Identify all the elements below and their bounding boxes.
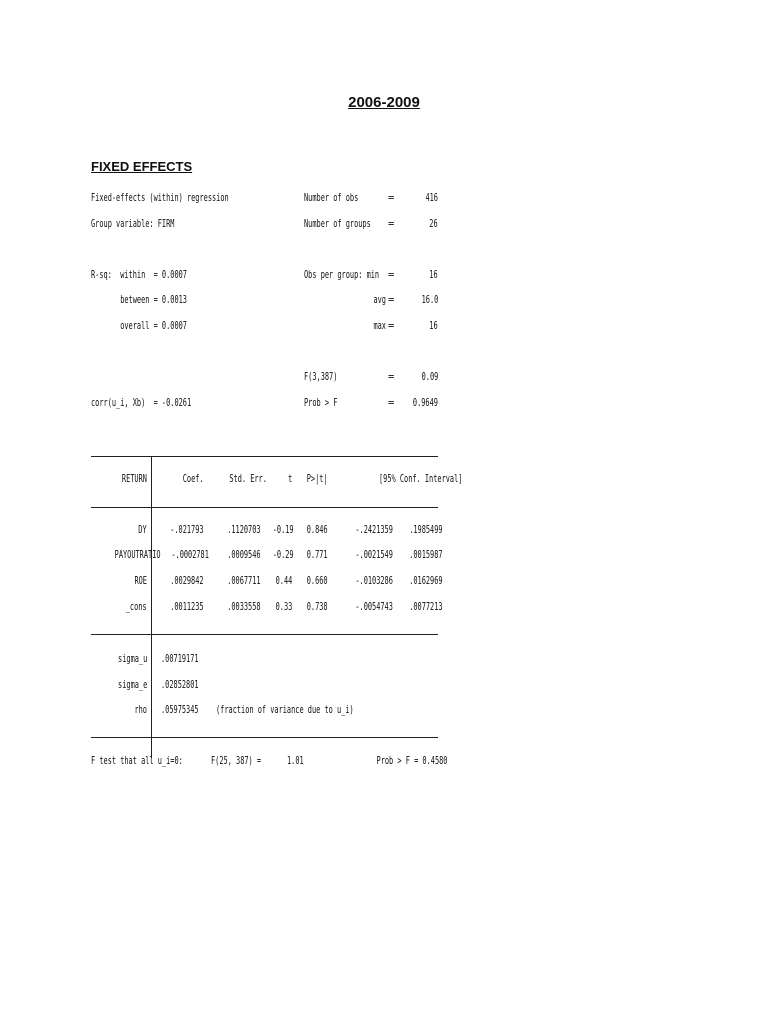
equals-sign: = bbox=[388, 294, 395, 306]
equals-sign: = bbox=[388, 192, 395, 204]
t-cell: 0.33 bbox=[275, 601, 292, 613]
column-header: P>|t| bbox=[307, 473, 328, 485]
page-title: 2006-2009 bbox=[348, 94, 420, 111]
f-test-label: F test that all u_i=0: bbox=[91, 755, 183, 767]
p-cell: 0.738 bbox=[307, 601, 328, 613]
header-left-line: corr(u_i, Xb) = -0.0261 bbox=[91, 397, 192, 409]
equals-sign: = bbox=[388, 371, 395, 383]
column-header: Coef. bbox=[183, 473, 204, 485]
section-heading: FIXED EFFECTS bbox=[91, 159, 193, 174]
sigma-value: .05975345 bbox=[161, 704, 199, 716]
stat-value: 0.09 bbox=[421, 371, 438, 383]
coef-cell: .0011235 bbox=[170, 601, 204, 613]
ci-low-cell: -.2421359 bbox=[355, 524, 393, 536]
header-left-line: R-sq: within = 0.0007 bbox=[91, 269, 187, 281]
header-left-line: overall = 0.0007 bbox=[91, 320, 187, 332]
row-variable: rho bbox=[134, 704, 147, 716]
f-test-stat: F(25, 387) = bbox=[211, 755, 262, 767]
t-cell: 0.44 bbox=[275, 575, 292, 587]
equals-sign: = bbox=[388, 269, 395, 281]
row-variable: ROE bbox=[134, 575, 147, 587]
equals-sign: = bbox=[388, 218, 395, 230]
equals-sign: = bbox=[388, 320, 395, 332]
stat-label: Number of obs bbox=[304, 192, 359, 204]
t-cell: -0.19 bbox=[272, 524, 294, 536]
stat-value: 0.9649 bbox=[412, 397, 438, 409]
row-variable: PAYOUTRATIO bbox=[114, 549, 161, 561]
p-cell: 0.846 bbox=[307, 524, 328, 536]
sigma-value: .00719171 bbox=[161, 653, 199, 665]
stat-label: avg bbox=[373, 294, 386, 306]
row-variable: sigma_e bbox=[117, 679, 147, 691]
row-variable: _cons bbox=[126, 601, 147, 613]
column-header: [95% Conf. Interval] bbox=[378, 473, 463, 485]
ci-high-cell: .0162969 bbox=[409, 575, 443, 587]
coef-cell: -.021793 bbox=[170, 524, 204, 536]
stat-label: max bbox=[373, 320, 386, 332]
column-header: Std. Err. bbox=[229, 473, 267, 485]
stat-value: 416 bbox=[425, 192, 438, 204]
se-cell: .0009546 bbox=[227, 549, 261, 561]
ci-low-cell: -.0103286 bbox=[355, 575, 393, 587]
stat-value: 16.0 bbox=[421, 294, 438, 306]
table-rule bbox=[91, 456, 438, 457]
stat-value: 16 bbox=[429, 320, 438, 332]
stat-label: F(3,387) bbox=[304, 371, 338, 383]
equals-sign: = bbox=[388, 397, 395, 409]
coef-cell: -.0002781 bbox=[171, 549, 209, 561]
stat-label: Prob > F bbox=[304, 397, 338, 409]
ci-high-cell: .0077213 bbox=[409, 601, 443, 613]
row-variable: sigma_u bbox=[117, 653, 147, 665]
ci-high-cell: .1985499 bbox=[409, 524, 443, 536]
se-cell: .1120703 bbox=[227, 524, 261, 536]
table-rule bbox=[91, 507, 438, 508]
stat-label: Obs per group: min bbox=[304, 269, 380, 281]
f-test-value: 1.01 bbox=[287, 755, 304, 767]
stat-value: 16 bbox=[429, 269, 438, 281]
se-cell: .0067711 bbox=[227, 575, 261, 587]
p-cell: 0.660 bbox=[307, 575, 328, 587]
header-left-line: Group variable: FIRM bbox=[91, 218, 175, 230]
ci-high-cell: .0015987 bbox=[409, 549, 443, 561]
table-rule bbox=[91, 634, 438, 635]
sigma-note: (fraction of variance due to u_i) bbox=[216, 704, 354, 716]
t-cell: -0.29 bbox=[272, 549, 294, 561]
ci-low-cell: -.0054743 bbox=[355, 601, 393, 613]
column-header: RETURN bbox=[121, 473, 147, 485]
ci-low-cell: -.0021549 bbox=[355, 549, 393, 561]
header-left-line: between = 0.0013 bbox=[91, 294, 187, 306]
row-variable: DY bbox=[138, 524, 147, 536]
coef-cell: .0029842 bbox=[170, 575, 204, 587]
stat-label: Number of groups bbox=[304, 218, 371, 230]
f-test-prob: Prob > F = 0.4580 bbox=[376, 755, 448, 767]
column-header: t bbox=[287, 473, 292, 485]
sigma-value: .02852801 bbox=[161, 679, 199, 691]
se-cell: .0033558 bbox=[227, 601, 261, 613]
header-left-line: Fixed-effects (within) regression bbox=[91, 192, 229, 204]
p-cell: 0.771 bbox=[307, 549, 328, 561]
table-rule bbox=[91, 737, 438, 738]
stat-value: 26 bbox=[429, 218, 438, 230]
